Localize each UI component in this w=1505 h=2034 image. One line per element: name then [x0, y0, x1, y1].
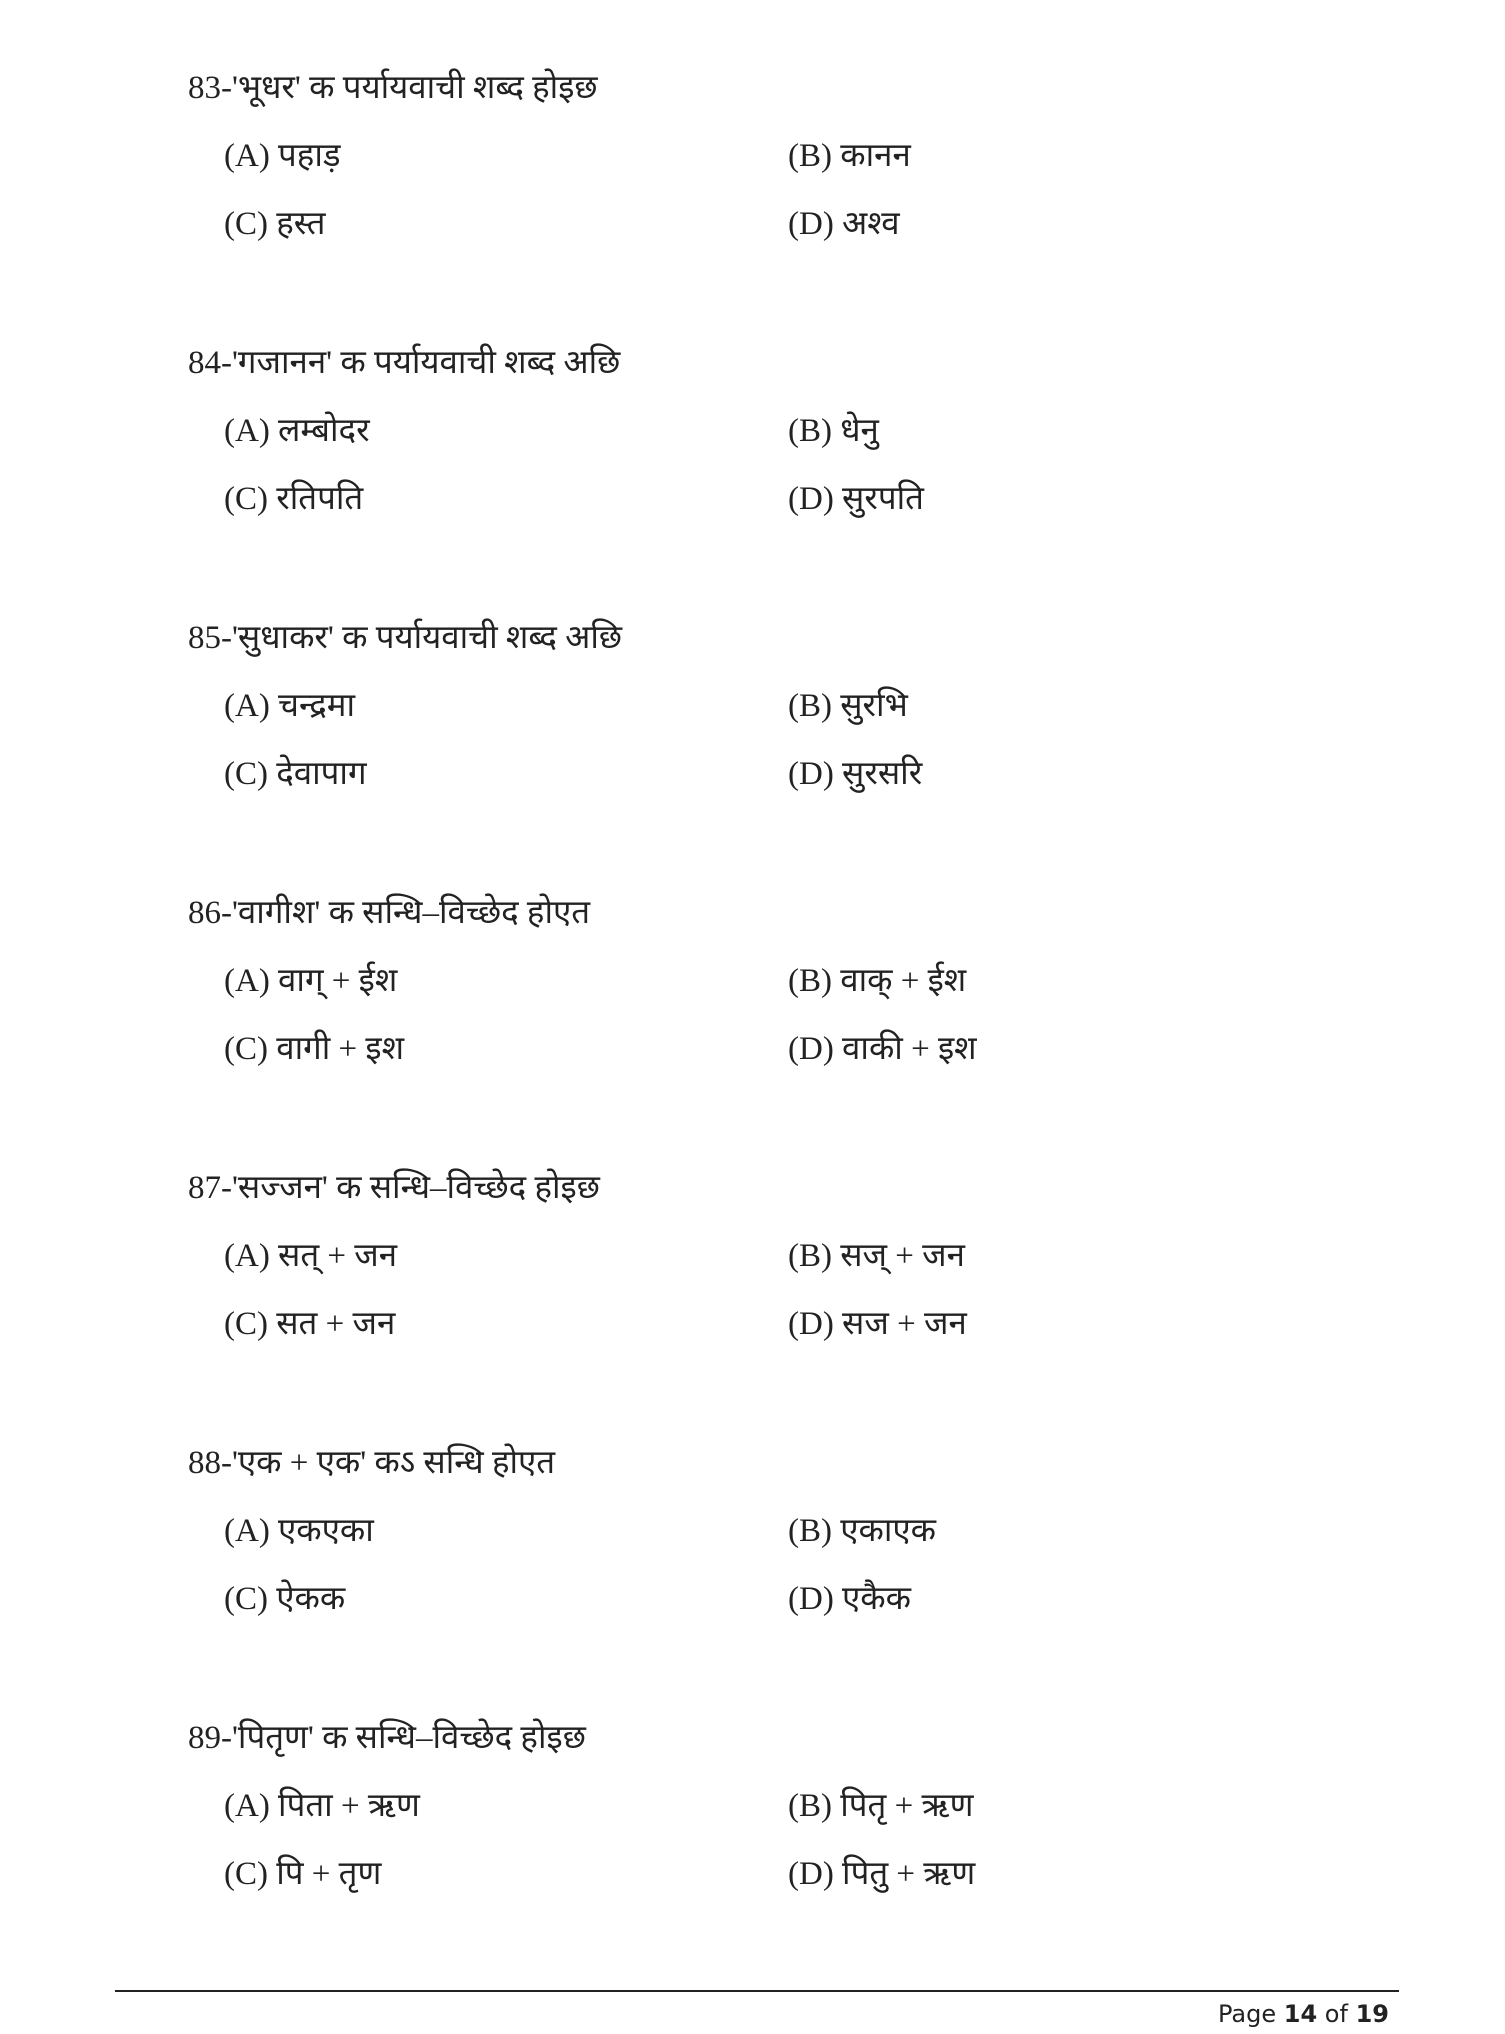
option-b: (B) कानन [788, 138, 911, 174]
option-d: (D) एकैक [788, 1581, 911, 1617]
question-title: 86-'वागीश' क सन्धि–विच्छेद होएत [188, 895, 591, 931]
page-total: 19 [1355, 2000, 1389, 2028]
option-b: (B) एकाएक [788, 1513, 936, 1549]
question-title: 85-'सुधाकर' क पर्यायवाची शब्द अछि [188, 620, 623, 656]
question-block [188, 1716, 1388, 1976]
option-c: (C) ऐकक [224, 1581, 346, 1617]
option-b: (B) सज् + जन [788, 1238, 965, 1274]
page-number [1218, 2000, 1389, 2028]
option-d: (D) पितु + ऋण [788, 1856, 976, 1892]
option-d: (D) वाकी + इश [788, 1031, 977, 1067]
question-block [188, 616, 1388, 876]
question-block [188, 66, 1388, 326]
of-label: of [1324, 2000, 1348, 2028]
footer-divider [115, 1990, 1399, 1992]
option-c: (C) रतिपति [224, 481, 364, 517]
question-title: 87-'सज्जन' क सन्धि–विच्छेद होइछ [188, 1170, 600, 1206]
option-a: (A) लम्बोदर [224, 413, 370, 449]
option-c: (C) देवापाग [224, 756, 367, 792]
question-title: 88-'एक + एक' कऽ सन्धि होएत [188, 1445, 556, 1481]
question-title: 83-'भूधर' क पर्यायवाची शब्द होइछ [188, 70, 598, 106]
question-block [188, 341, 1388, 601]
option-a: (A) पहाड़ [224, 138, 341, 174]
option-b: (B) धेनु [788, 413, 879, 449]
option-a: (A) चन्द्रमा [224, 688, 356, 724]
question-block [188, 1166, 1388, 1426]
option-a: (A) पिता + ऋण [224, 1788, 420, 1824]
option-b: (B) वाक् + ईश [788, 963, 967, 999]
option-a: (A) सत् + जन [224, 1238, 398, 1274]
option-a: (A) वाग् + ईश [224, 963, 398, 999]
option-d: (D) सुरपति [788, 481, 924, 517]
page-current: 14 [1283, 2000, 1318, 2028]
option-d: (D) सुरसरि [788, 756, 923, 792]
option-d: (D) सज + जन [788, 1306, 967, 1342]
page-label: Page [1218, 2000, 1277, 2028]
option-c: (C) सत + जन [224, 1306, 396, 1342]
question-block [188, 891, 1388, 1151]
question-title: 89-'पितृण' क सन्धि–विच्छेद होइछ [188, 1720, 586, 1756]
option-b: (B) सुरभि [788, 688, 908, 724]
question-block [188, 1441, 1388, 1701]
question-title: 84-'गजानन' क पर्यायवाची शब्द अछि [188, 345, 621, 381]
option-a: (A) एकएका [224, 1513, 374, 1549]
option-d: (D) अश्व [788, 206, 900, 242]
option-c: (C) हस्त [224, 206, 326, 242]
option-c: (C) पि + तृण [224, 1856, 382, 1892]
option-b: (B) पितृ + ऋण [788, 1788, 974, 1824]
option-c: (C) वागी + इश [224, 1031, 405, 1067]
